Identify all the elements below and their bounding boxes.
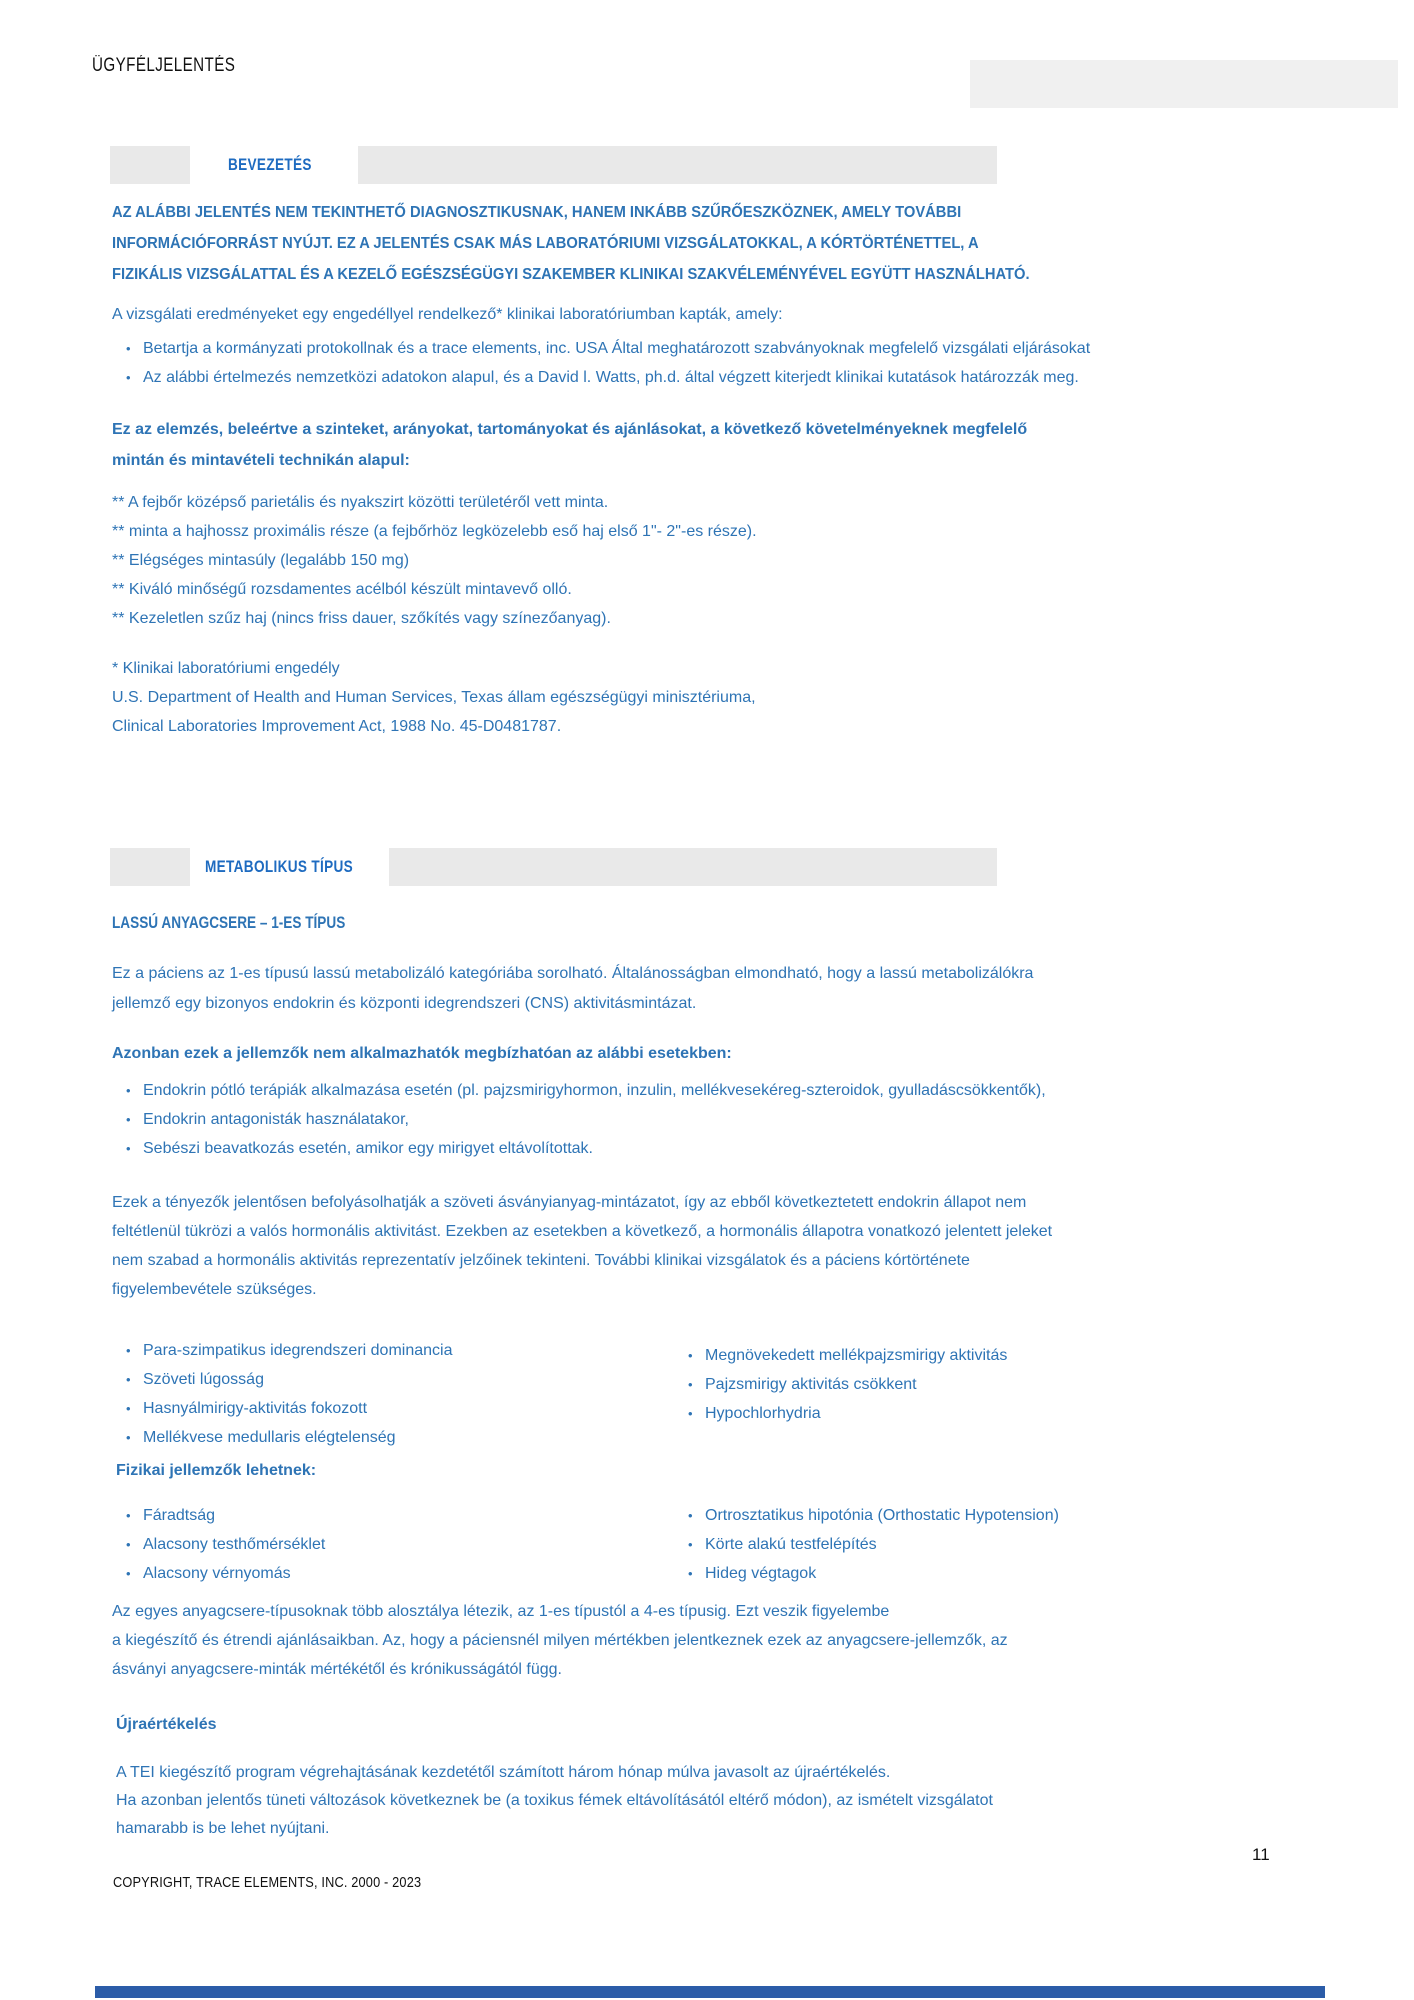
requirement-line: ** A fejbőr középső parietális és nyakszirt közötti területéről vett minta. [112, 494, 609, 511]
list-item [126, 334, 1090, 363]
text-line: A TEI kiegészítő program végrehajtásának kezdetétől számított három hónap múlva javasolt az újraértékelés. [116, 1764, 891, 1781]
text-line: mintán és mintavételi technikán alapul: [112, 452, 410, 469]
bullet-text: Hasnyálmirigy-aktivitás fokozott [143, 1400, 368, 1417]
physical-list-right [688, 1501, 1059, 1588]
requirement-line: ** Kiváló minőségű rozsdamentes acélból készült mintavevő olló. [112, 581, 572, 598]
physical-list-left [126, 1501, 325, 1588]
page-number: 11 [1252, 1845, 1270, 1864]
list-item [126, 1134, 1046, 1163]
text-line: feltétlenül tükrözi a valós hormonális aktivitást. Ezekben az esetekben a következő, a hormonális állapotra vonatkozó jelentett jeleket [112, 1223, 1053, 1240]
list-item [126, 1105, 1046, 1134]
bullet-text: Alacsony vérnyomás [143, 1565, 291, 1582]
bullet-text: Hypochlorhydria [705, 1405, 821, 1422]
bullet-text: Endokrin antagonisták használatakor, [143, 1111, 409, 1128]
list-item [126, 1394, 452, 1423]
signs-list-left [126, 1336, 452, 1452]
reevaluation-heading: Újraértékelés [116, 1716, 217, 1733]
list-item [688, 1559, 1059, 1588]
metabolic-overview [112, 959, 1033, 1019]
license-note [112, 654, 756, 741]
text-line: a kiegészítő és étrendi ajánlásaikban. Az, hogy a páciensnél milyen mértékben jelentkeznek ezek az anyagcsere-jellemzők, az [112, 1632, 1008, 1649]
bullet-text: Pajzsmirigy aktivitás csökkent [705, 1376, 917, 1393]
text-line: U.S. Department of Health and Human Services, Texas állam egészségügyi minisztériuma, [112, 689, 756, 706]
section-marker-box [110, 848, 190, 886]
text-line: Ez a páciens az 1-es típusú lassú metabolizáló kategóriába sorolható. Általánosságban elmondható, hogy a lassú metabolizálókra [112, 965, 1034, 982]
bullet-text: Az alábbi értelmezés nemzetközi adatokon alapul, és a David l. Watts, ph.d. által végzett kiterjedt klinikai kutatások határozzák meg. [143, 369, 1079, 386]
requirement-line: ** Kezeletlen szűz haj (nincs friss dauer, szőkítés vagy színezőanyag). [112, 610, 611, 627]
text-line: Ez az elemzés, beleértve a szinteket, arányokat, tartományokat és ajánlásokat, a következő követelményeknek megfelelő [112, 421, 1028, 438]
list-item [688, 1501, 1059, 1530]
section-header-bevezetes [0, 146, 1414, 184]
text-line: ásványi anyagcsere-minták mértékétől és krónikusságától függ. [112, 1661, 562, 1678]
list-item [126, 1423, 452, 1452]
bullet-text: Alacsony testhőmérséklet [143, 1536, 326, 1553]
text-line: Az egyes anyagcsere-típusoknak több alosztálya létezik, az 1-es típustól a 4-es típusig. Ezt veszik figyelembe [112, 1603, 890, 1620]
section-title-text: METABOLIKUS TÍPUS [205, 857, 353, 876]
requirement-line: ** minta a hajhossz proximális része (a fejbőrhöz legközelebb eső haj első 1"- 2"-es része). [112, 523, 757, 540]
section-marker-box [110, 146, 190, 184]
list-item [126, 1336, 452, 1365]
bullet-text: Körte alakú testfelépítés [705, 1536, 877, 1553]
list-item [126, 1559, 325, 1588]
list-item [126, 363, 1090, 392]
text-line: Clinical Laboratories Improvement Act, 1988 No. 45-D0481787. [112, 718, 562, 735]
bullet-text: Mellékvese medullaris elégtelenség [143, 1429, 396, 1446]
page-title [92, 55, 271, 77]
sample-requirements-list [112, 488, 757, 633]
lab-intro: A vizsgálati eredményeket egy engedéllyel rendelkező* klinikai laboratóriumban kapták, amely: [112, 306, 783, 323]
list-item [126, 1365, 452, 1394]
bullet-text: Szöveti lúgosság [143, 1371, 264, 1388]
caution-paragraph [112, 1188, 1052, 1304]
text-line: INFORMÁCIÓFORRÁST NYÚJT. EZ A JELENTÉS CSAK MÁS LABORATÓRIUMI VIZSGÁLATOKKAL, A KÓRTÖRTÉNETTEL, A [112, 235, 979, 252]
text-line: nem szabad a hormonális aktivitás reprezentatív jelzőinek tekinteni. További klinikai vizsgálatok és a páciens kórtörténete [112, 1252, 970, 1269]
bullet-text: Fáradtság [143, 1507, 216, 1524]
metabolic-type-heading [112, 913, 404, 933]
text-line: Ha azonban jelentős tüneti változások következnek be (a toxikus fémek eltávolításától eltérő módon), az ismételt vizsgálatot [116, 1792, 993, 1809]
section-title-text: BEVEZETÉS [228, 155, 312, 174]
section-bar [358, 146, 997, 184]
section-title-bevezetes [228, 146, 333, 184]
section-header-metabolikus [0, 848, 1414, 886]
list-item [126, 1530, 325, 1559]
subtype-paragraph [112, 1597, 1008, 1684]
signs-list-right [688, 1341, 1007, 1428]
list-item [126, 1501, 325, 1530]
lab-bullet-list [126, 334, 1090, 392]
section-bar [389, 848, 997, 886]
bullet-text: Para-szimpatikus idegrendszeri dominancia [143, 1342, 453, 1359]
bullet-text: Endokrin pótló terápiák alkalmazása esetén (pl. pajzsmirigyhormon, inzulin, mellékvesekéreg-szteroidok, gyulladáscsökkentők), [143, 1082, 1046, 1099]
heading-text: LASSÚ ANYAGCSERE – 1-ES TÍPUS [112, 913, 346, 932]
footer-copyright [113, 1874, 476, 1891]
analysis-basis-heading [112, 414, 1027, 476]
text-line: Ezek a tényezők jelentősen befolyásolhatják a szöveti ásványianyag-mintázatot, így az ebből következtetett endokrin állapot nem [112, 1194, 1027, 1211]
text-line: jellemző egy bizonyos endokrin és központi idegrendszeri (CNS) aktivitásmintázat. [112, 995, 697, 1012]
caveat-bullet-list [126, 1076, 1046, 1163]
requirement-line: ** Elégséges mintasúly (legalább 150 mg) [112, 552, 410, 569]
caveat-heading: Azonban ezek a jellemzők nem alkalmazhatók megbízhatóan az alábbi esetekben: [112, 1045, 732, 1062]
page-title-text: ÜGYFÉLJELENTÉS [92, 55, 236, 76]
text-line: hamarabb is be lehet nyújtani. [116, 1820, 330, 1837]
list-item [688, 1530, 1059, 1559]
bullet-text: Megnövekedett mellékpajzsmirigy aktivitás [705, 1347, 1008, 1364]
list-item [126, 1076, 1046, 1105]
bullet-text: Betartja a kormányzati protokollnak és a trace elements, inc. USA Által meghatározott szabványoknak megfelelő vizsgálati eljárásokat [143, 340, 1091, 357]
reevaluation-paragraph [116, 1759, 993, 1843]
text-line: AZ ALÁBBI JELENTÉS NEM TEKINTHETŐ DIAGNOSZTIKUSNAK, HANEM INKÁBB SZŰRŐESZKÖZNEK, AMELY TOVÁBBI [112, 204, 962, 221]
bullet-text: Ortrosztatikus hipotónia (Orthostatic Hypotension) [705, 1507, 1059, 1524]
text-line: FIZIKÁLIS VIZSGÁLATTAL ÉS A KEZELŐ EGÉSZSÉGÜGYI SZAKEMBER KLINIKAI SZAKVÉLEMÉNYÉVEL EGYÜTT HASZNÁLHATÓ. [112, 266, 1030, 283]
list-item [688, 1399, 1007, 1428]
footer-accent-bar [95, 1986, 1325, 1998]
bullet-text: Hideg végtagok [705, 1565, 817, 1582]
bullet-text: Sebészi beavatkozás esetén, amikor egy mirigyet eltávolítottak. [143, 1140, 593, 1157]
list-item [688, 1341, 1007, 1370]
physical-heading: Fizikai jellemzők lehetnek: [116, 1462, 317, 1479]
text-line: figyelembevétele szükséges. [112, 1281, 317, 1298]
list-item [688, 1370, 1007, 1399]
intro-disclaimer [112, 197, 1030, 290]
text-line: * Klinikai laboratóriumi engedély [112, 660, 340, 677]
section-title-metabolikus [205, 848, 390, 886]
header-placeholder-box [970, 60, 1398, 108]
footer-copyright-text: COPYRIGHT, TRACE ELEMENTS, INC. 2000 - 2023 [113, 1874, 422, 1891]
